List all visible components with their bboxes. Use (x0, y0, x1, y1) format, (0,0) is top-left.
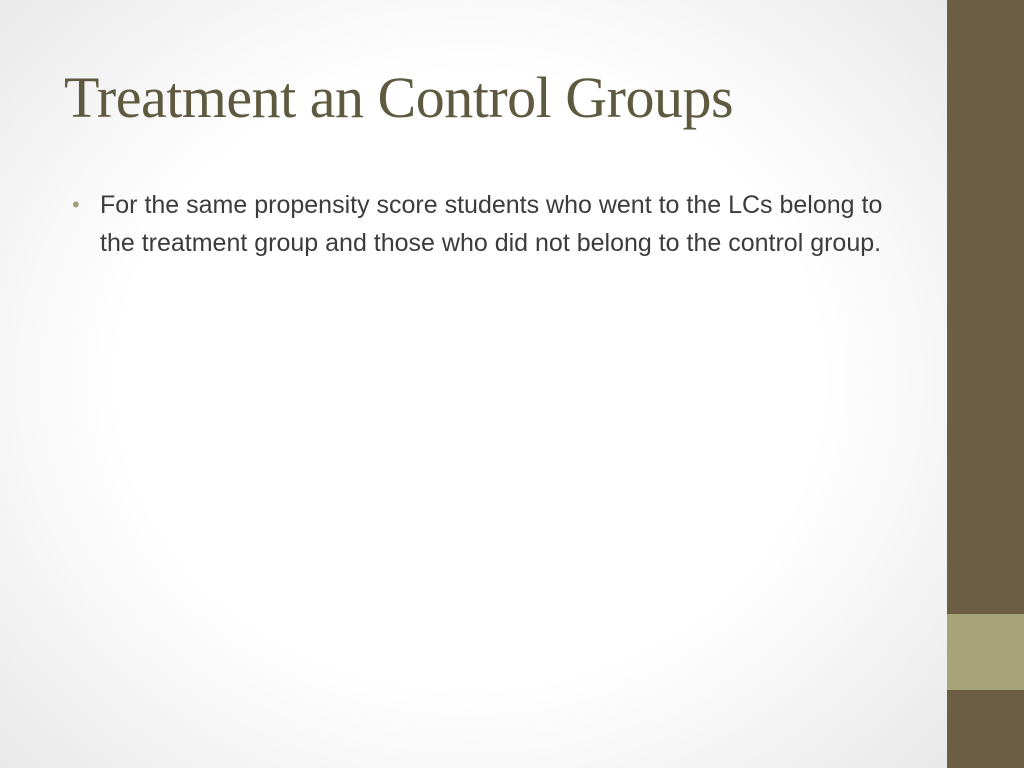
slide-body (72, 186, 892, 262)
slide-title: Treatment an Control Groups (64, 65, 734, 130)
bullet-dot-icon: • (72, 192, 80, 217)
bullet-list (72, 186, 892, 262)
decorative-side-accent (947, 614, 1024, 690)
bullet-text: For the same propensity score students who went to the LCs belong to the treatment group and those who did not belong to the control group. (100, 191, 883, 257)
bullet-item (72, 186, 892, 262)
